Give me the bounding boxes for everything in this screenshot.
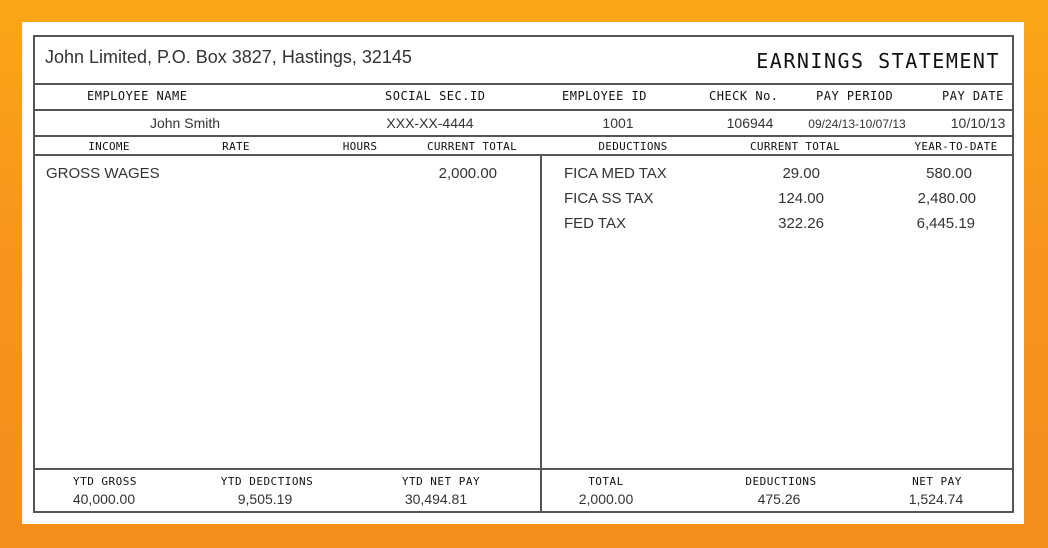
deduction-row-ytd: 6,445.19: [916, 215, 975, 232]
ytd-net-pay-label: YTD NET PAY: [401, 475, 481, 488]
total-value: 2,000.00: [578, 491, 634, 507]
ytd-gross-value: 40,000.00: [72, 491, 136, 507]
ssn-value: XXX-XX-4444: [386, 115, 474, 131]
employee-id-label: EMPLOYEE ID: [562, 89, 647, 103]
col-rate: RATE: [222, 140, 250, 153]
pay-date-value: 10/10/13: [950, 115, 1006, 131]
divider-values: [35, 135, 1012, 137]
net-pay-label: NET PAY: [912, 475, 962, 488]
employee-id-value: 1001: [602, 115, 634, 131]
ytd-net-pay-value: 30,494.81: [404, 491, 468, 507]
pay-period-label: PAY PERIOD: [816, 89, 894, 103]
divider-header: [35, 109, 1012, 111]
deduction-row-name: FED TAX: [564, 215, 626, 232]
employee-name: John Smith: [149, 115, 221, 131]
deduction-row-name: FICA MED TAX: [564, 165, 667, 182]
deduction-row-current-total: 322.26: [778, 215, 824, 232]
pay-date-label: PAY DATE: [942, 89, 1004, 103]
divider-title: [35, 83, 1012, 85]
net-pay-value: 1,524.74: [908, 491, 964, 507]
divider-footer: [35, 468, 1012, 470]
col-deductions-current-total: CURRENT TOTAL: [750, 140, 840, 153]
ytd-deductions-value: 9,505.19: [237, 491, 293, 507]
col-deductions: DEDUCTIONS: [598, 140, 668, 153]
earnings-statement: [33, 35, 1014, 513]
pay-period-value: 09/24/13-10/07/13: [808, 117, 906, 131]
deductions-total-label: DEDUCTIONS: [745, 475, 817, 488]
ytd-gross-label: YTD GROSS: [72, 475, 138, 488]
col-income: INCOME: [88, 140, 130, 153]
company-address: John Limited, P.O. Box 3827, Hastings, 32145: [45, 47, 412, 67]
deduction-row-ytd: 2,480.00: [917, 190, 976, 207]
col-income-current-total: CURRENT TOTAL: [427, 140, 517, 153]
total-label: TOTAL: [588, 475, 624, 488]
employee-name-label: EMPLOYEE NAME: [87, 89, 188, 103]
divider-columns: [35, 154, 1012, 156]
deduction-row-ytd: 580.00: [926, 165, 972, 182]
income-row-name: GROSS WAGES: [46, 165, 160, 182]
check-no-label: CHECK No.: [709, 89, 779, 103]
col-year-to-date: YEAR-TO-DATE: [914, 140, 998, 153]
divider-vertical: [540, 154, 542, 513]
deduction-row-name: FICA SS TAX: [564, 190, 654, 207]
income-row-current-total: 2,000.00: [438, 165, 497, 182]
col-hours: HOURS: [342, 140, 378, 153]
deduction-row-current-total: 124.00: [778, 190, 824, 207]
deduction-row-current-total: 29.00: [782, 165, 820, 182]
ytd-deductions-label: YTD DEDCTIONS: [220, 475, 314, 488]
check-no-value: 106944: [726, 115, 774, 131]
deductions-total-value: 475.26: [757, 491, 801, 507]
ssn-label: SOCIAL SEC.ID: [385, 89, 486, 103]
statement-title: EARNINGS STATEMENT: [756, 49, 1000, 73]
